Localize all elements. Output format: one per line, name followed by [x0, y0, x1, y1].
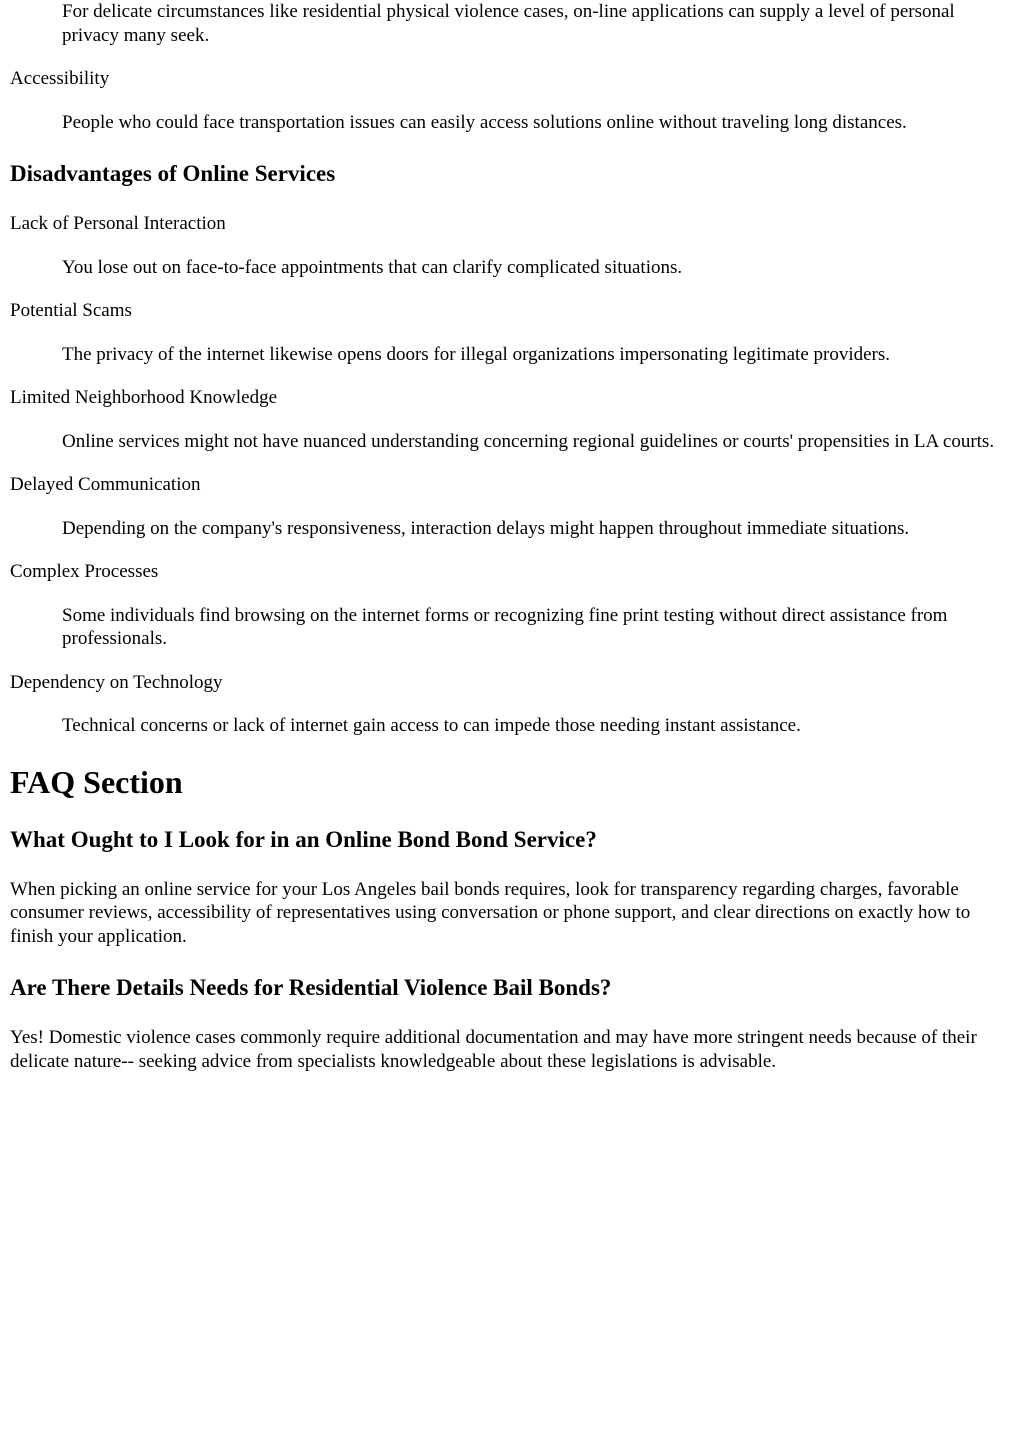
disadvantage-description: Some individuals find browsing on the internet forms or recognizing fine print testing without direct assistance from professionals.	[62, 604, 948, 649]
disadvantage-term: Dependency on Technology	[10, 671, 223, 693]
faq-heading: FAQ Section	[10, 763, 183, 800]
disadvantage-description: The privacy of the internet likewise opens doors for illegal organizations impersonating legitimate providers.	[62, 343, 891, 365]
disadvantage-description: You lose out on face-to-face appointments that can clarify complicated situations.	[62, 256, 683, 278]
disadvantage-term: Limited Neighborhood Knowledge	[10, 387, 278, 408]
accessibility-description: People who could face transportation issues can easily access solutions online without traveling long distances.	[62, 111, 907, 133]
disadvantage-description: Depending on the company's responsiveness, interaction delays might happen throughout immediate situations.	[62, 517, 910, 539]
disadvantage-description: Online services might not have nuanced understanding concerning regional guidelines or courts' propensities in LA courts.	[62, 430, 995, 452]
accessibility-term: Accessibility	[10, 68, 110, 89]
disadvantage-term: Delayed Communication	[10, 474, 201, 495]
faq-question-2: Are There Details Needs for Residential Violence Bail Bonds?	[10, 975, 612, 1000]
faq-answer-2: Yes! Domestic violence cases commonly require additional documentation and may have more stringent needs because of their delicate nature-- seeking advice from specialists knowledgeable about these legislations is advisable.	[10, 1027, 977, 1072]
faq-answer-1: When picking an online service for your Los Angeles bail bonds requires, look for transparency regarding charges, favorable consumer reviews, accessibility of representatives using conversation or phone support, and clear directions on exactly how to finish your application.	[10, 878, 971, 947]
disadvantage-term: Potential Scams	[10, 300, 132, 321]
privacy-description: For delicate circumstances like residential physical violence cases, on-line applications can supply a level of personal privacy many seek.	[62, 1, 955, 46]
disadvantages-heading: Disadvantages of Online Services	[10, 161, 336, 186]
advantages-list-continued	[10, 0, 1016, 134]
disadvantage-term: Lack of Personal Interaction	[10, 213, 226, 234]
disadvantage-term: Complex Processes	[10, 561, 159, 582]
disadvantages-list	[10, 212, 1016, 738]
faq-question-1: What Ought to I Look for in an Online Bond Bond Service?	[10, 826, 597, 852]
disadvantage-description: Technical concerns or lack of internet gain access to can impede those needing instant assistance.	[62, 715, 801, 736]
